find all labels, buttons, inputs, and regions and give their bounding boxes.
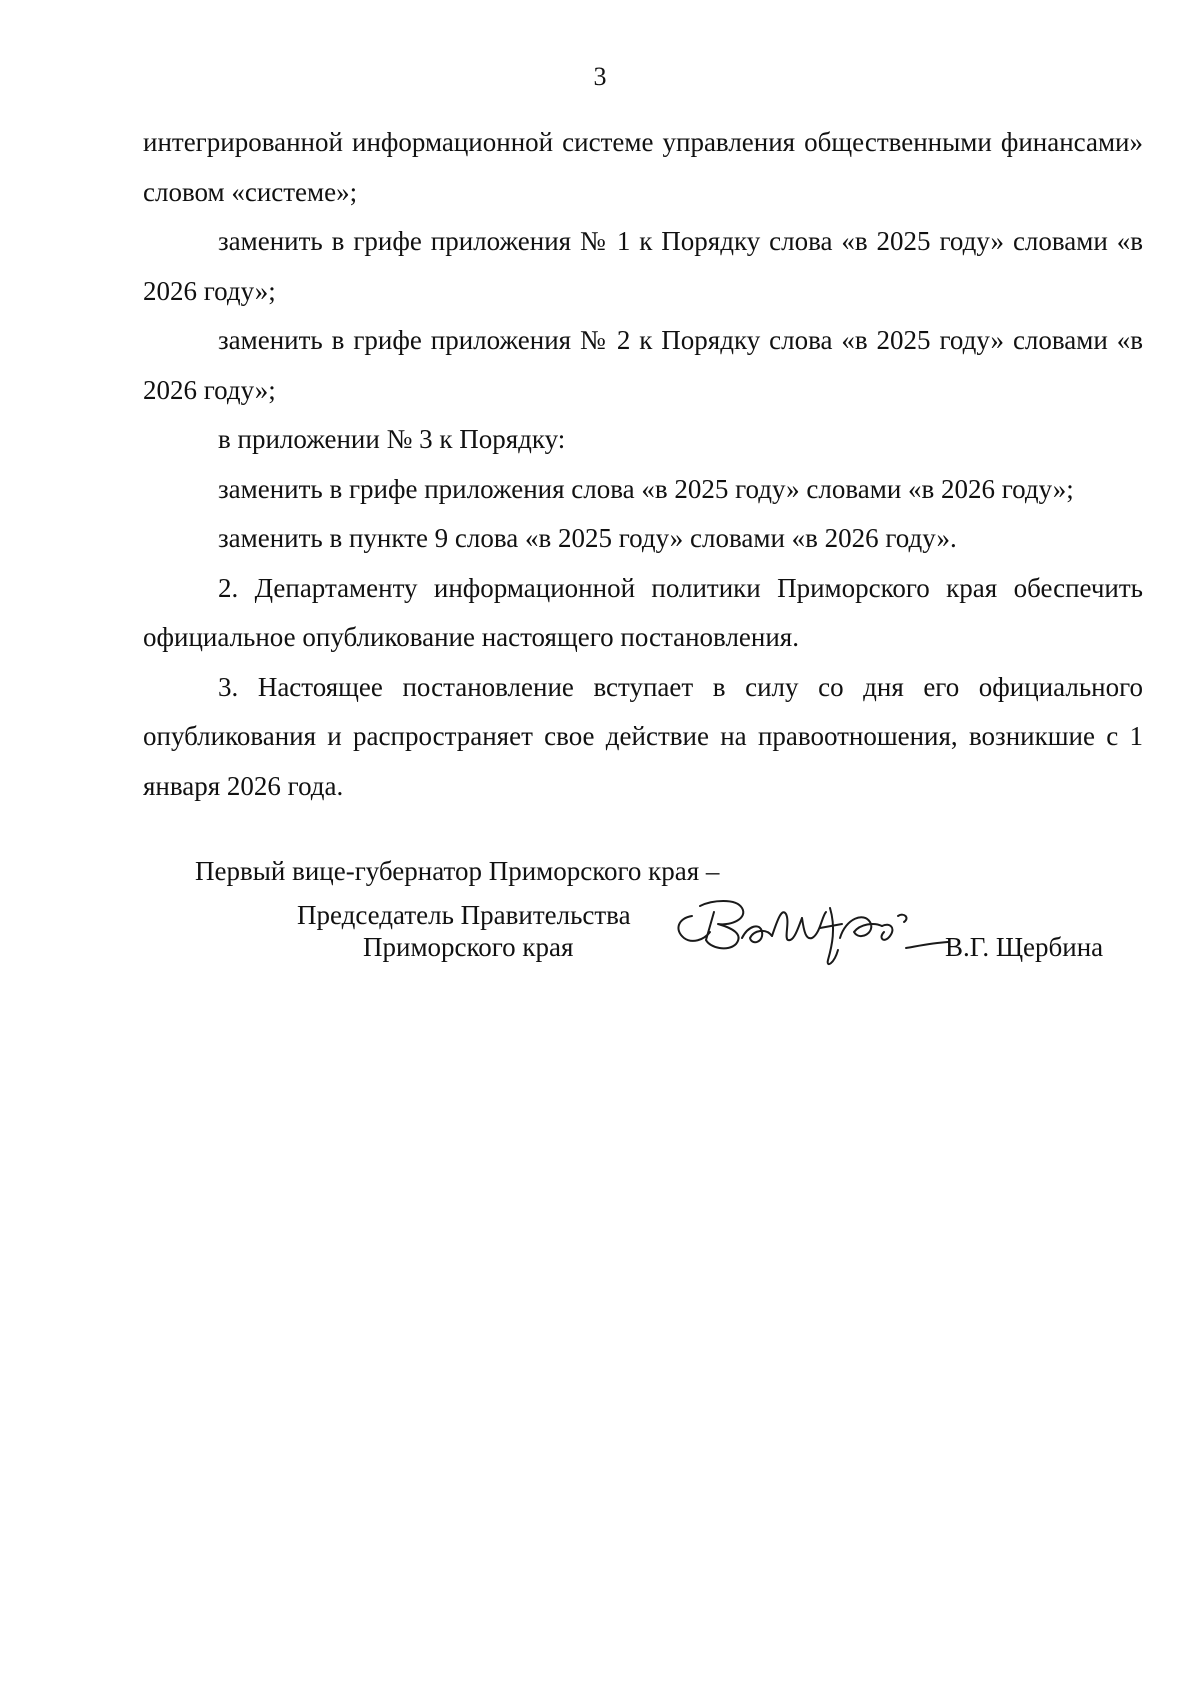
signatory-position-line-3: Приморского края <box>363 932 574 962</box>
signatory-name: В.Г. Щербина <box>945 932 1104 962</box>
paragraph-amendment-appendix-1: заменить в грифе приложения № 1 к Порядку слова «в 2025 году» словами «в 2026 году»; <box>143 226 1143 306</box>
paragraph-appendix-3-intro: в приложении № 3 к Порядку: <box>218 424 566 454</box>
signature-block <box>0 858 1200 998</box>
paragraph-amendment-item-9: заменить в пункте 9 слова «в 2025 году» словами «в 2026 году». <box>218 523 957 553</box>
page-number: 3 <box>593 62 607 91</box>
signatory-position-line-2: Председатель Правительства <box>297 900 631 930</box>
paragraph-clause-2: 2. Департаменту информационной политики Приморского края обеспечить официальное опубликование настоящего постановления. <box>143 572 1143 652</box>
handwritten-signature <box>670 888 955 983</box>
paragraph-amendment-appendix-2: заменить в грифе приложения № 2 к Порядку слова «в 2025 году» словами «в 2026 году»; <box>143 325 1143 405</box>
document-body <box>143 118 1143 811</box>
paragraph-amendment-appendix-3-header: заменить в грифе приложения слова «в 2025 году» словами «в 2026 году»; <box>218 473 1074 504</box>
paragraph-clause-3: 3. Настоящее постановление вступает в силу со дня его официального опубликования и распространяет свое действие на правоотношения, возникшие с 1 января 2026 года. <box>143 671 1143 801</box>
signatory-position-line-1: Первый вице-губернатор Приморского края – <box>195 856 720 886</box>
paragraph-continuation: интегрированной информационной системе управления общественными финансами» словом «системе»; <box>143 127 1143 207</box>
